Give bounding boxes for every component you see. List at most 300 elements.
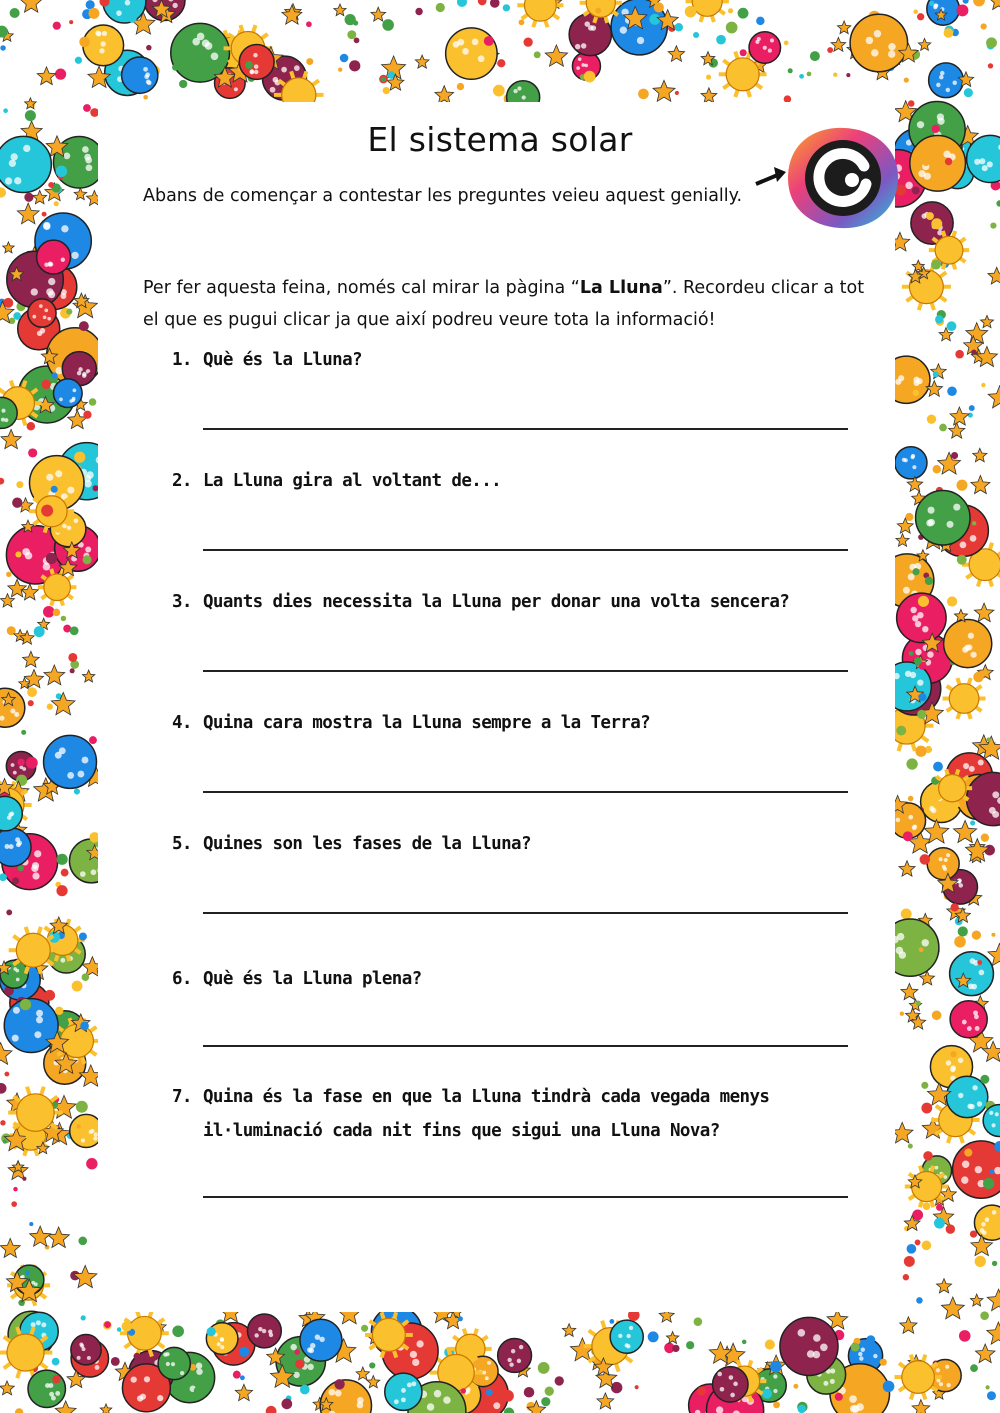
planet-spot xyxy=(13,771,17,775)
sun-ray xyxy=(382,1312,384,1319)
confetti-dot xyxy=(17,759,24,766)
confetti-dot xyxy=(79,932,87,940)
question-text: Què és la Lluna plena? xyxy=(203,969,422,989)
confetti-dot xyxy=(833,73,837,77)
sun-ray xyxy=(90,1051,96,1055)
confetti-dot xyxy=(654,2,664,12)
confetti-dot xyxy=(24,193,33,202)
answer-line-2[interactable] xyxy=(203,549,848,551)
confetti-dot xyxy=(57,854,68,865)
sun-ray xyxy=(907,297,913,301)
planet-spot xyxy=(962,1020,967,1025)
sun-ray xyxy=(912,743,915,751)
answer-line-5[interactable] xyxy=(203,912,848,914)
confetti-dot xyxy=(931,260,941,270)
confetti-dot xyxy=(986,37,997,48)
planet-spot xyxy=(813,1351,821,1359)
planet-icon xyxy=(53,379,82,408)
confetti-dot xyxy=(75,57,82,64)
sun-ray xyxy=(304,71,306,78)
planet-spot xyxy=(910,607,916,613)
confetti-dot xyxy=(975,1256,986,1267)
planet-spot xyxy=(434,1390,442,1398)
planet-spot xyxy=(509,1363,513,1367)
planet-spot xyxy=(44,309,48,313)
confetti-dot xyxy=(972,521,976,525)
planet-spot xyxy=(25,552,33,560)
sun-ray xyxy=(150,1349,152,1356)
sun-ray xyxy=(594,17,596,23)
planet-spot xyxy=(830,1369,835,1374)
confetti-dot xyxy=(134,1353,141,1360)
planet-spot xyxy=(32,872,39,879)
confetti-dot xyxy=(584,71,596,83)
planet-spot xyxy=(22,767,26,771)
star-icon xyxy=(973,448,987,462)
confetti-dot xyxy=(912,187,920,195)
confetti-dot xyxy=(738,8,749,19)
star-icon xyxy=(668,46,684,62)
planet-spot xyxy=(961,1176,968,1183)
question-7 xyxy=(172,1080,872,1148)
confetti-dot xyxy=(172,64,179,71)
sun-ray xyxy=(125,1343,131,1347)
confetti-dot xyxy=(381,77,387,83)
planet-spot xyxy=(627,1334,631,1338)
sun-ray xyxy=(960,258,965,262)
confetti-dot xyxy=(968,413,973,418)
confetti-dot xyxy=(69,20,73,24)
sun-ray xyxy=(990,543,992,550)
planet-spot xyxy=(964,645,970,651)
confetti-dot xyxy=(969,405,975,411)
planet-spot xyxy=(975,1166,982,1173)
planet-spot xyxy=(969,766,975,772)
planet-spot xyxy=(319,1337,324,1342)
confetti-dot xyxy=(457,83,464,90)
sun-ray xyxy=(701,16,703,22)
sun-ray xyxy=(17,1370,20,1378)
star-icon xyxy=(48,1227,70,1248)
confetti-dot xyxy=(538,1362,550,1374)
confetti-dot xyxy=(609,1319,614,1324)
planet-spot xyxy=(899,951,906,958)
planet-icon xyxy=(916,491,970,545)
confetti-dot xyxy=(146,45,151,50)
question-text-line2: il·luminació cada nit fins que sigui una Lluna Nova? xyxy=(203,1121,720,1141)
confetti-dot xyxy=(519,19,525,25)
instructions-part2: ”. Recordeu clicar a tot el que es pugui clicar ja que així podreu veure tota la informació! xyxy=(143,278,865,330)
confetti-dot xyxy=(901,909,912,920)
confetti-dot xyxy=(798,1405,806,1413)
planet-spot xyxy=(180,1371,184,1375)
confetti-dot xyxy=(925,577,933,585)
confetti-dot xyxy=(980,1311,989,1320)
confetti-dot xyxy=(910,360,922,372)
confetti-dot xyxy=(992,1261,997,1266)
sun-ray xyxy=(240,25,242,32)
sun-ray xyxy=(39,927,41,934)
sun-icon xyxy=(935,236,963,264)
confetti-dot xyxy=(497,59,505,67)
planet-spot xyxy=(48,262,52,266)
confetti-dot xyxy=(48,182,54,188)
planet-spot xyxy=(768,49,772,53)
question-3 xyxy=(172,585,872,619)
sun-ray xyxy=(475,1329,477,1335)
planet-spot xyxy=(945,1365,949,1369)
confetti-dot xyxy=(846,73,850,77)
planet-spot xyxy=(269,1333,273,1337)
planet-spot xyxy=(927,651,933,657)
sun-ray xyxy=(976,686,981,690)
confetti-dot xyxy=(915,1239,921,1245)
sun-ray xyxy=(4,1363,11,1368)
confetti-dot xyxy=(504,1408,514,1413)
planet-spot xyxy=(755,40,759,44)
sun-ray xyxy=(966,574,972,578)
confetti-dot xyxy=(51,486,58,493)
star-icon xyxy=(937,1279,952,1293)
sun-ray xyxy=(61,600,63,606)
sun-ray xyxy=(27,1087,30,1095)
confetti-dot xyxy=(534,51,541,58)
planet-icon xyxy=(983,1105,1000,1137)
star-icon xyxy=(356,1367,369,1380)
planet-spot xyxy=(14,712,19,717)
confetti-dot xyxy=(74,452,85,463)
confetti-dot xyxy=(916,1297,923,1304)
confetti-dot xyxy=(294,1349,300,1355)
confetti-dot xyxy=(56,166,67,177)
planet-spot xyxy=(874,30,881,37)
planet-spot xyxy=(67,772,74,779)
confetti-dot xyxy=(523,38,532,47)
planet-spot xyxy=(912,615,918,621)
planet-spot xyxy=(166,1362,170,1366)
sun-ray xyxy=(899,1363,905,1367)
confetti-dot xyxy=(13,312,21,320)
confetti-dot xyxy=(55,1007,63,1015)
confetti-dot xyxy=(347,30,356,39)
confetti-dot xyxy=(728,8,733,13)
confetti-dot xyxy=(793,1384,798,1389)
planet-spot xyxy=(73,389,77,393)
planet-spot xyxy=(307,1347,312,1352)
confetti-dot xyxy=(53,609,60,616)
planet-spot xyxy=(34,1031,41,1038)
planet-spot xyxy=(978,759,984,765)
planet-spot xyxy=(1,409,5,413)
confetti-dot xyxy=(555,1376,564,1385)
star-icon xyxy=(899,861,915,877)
confetti-dot xyxy=(935,315,943,323)
star-icon xyxy=(971,476,990,494)
sun-ray xyxy=(940,297,946,301)
planet-spot xyxy=(357,1402,364,1409)
planet-icon xyxy=(71,1335,101,1365)
confetti-dot xyxy=(338,67,342,71)
planet-spot xyxy=(15,969,19,973)
confetti-dot xyxy=(26,757,38,769)
sun-ray xyxy=(75,927,81,931)
sun-ray xyxy=(23,381,25,388)
planet-spot xyxy=(896,818,901,823)
confetti-dot xyxy=(66,309,72,315)
confetti-dot xyxy=(946,1224,955,1233)
star-icon xyxy=(666,1332,678,1344)
question-number: 3. xyxy=(172,592,192,612)
sun-icon xyxy=(692,0,722,16)
confetti-dot xyxy=(460,1388,465,1393)
sun-ray xyxy=(41,1087,44,1095)
confetti-dot xyxy=(939,424,947,432)
planet-spot xyxy=(905,671,911,677)
planet-spot xyxy=(55,1391,60,1396)
star-icon xyxy=(570,1338,594,1361)
confetti-dot xyxy=(436,3,445,12)
question-number: 7. xyxy=(172,1087,192,1107)
confetti-dot xyxy=(762,1389,772,1399)
sun-ray xyxy=(946,769,948,775)
confetti-dot xyxy=(51,372,57,378)
question-text: La Lluna gira al voltant de... xyxy=(203,471,502,491)
answer-line-7[interactable] xyxy=(203,1196,848,1198)
confetti-dot xyxy=(47,704,53,710)
confetti-dot xyxy=(756,17,764,25)
confetti-dot xyxy=(18,865,24,871)
sun-icon xyxy=(726,58,759,91)
sun-ray xyxy=(42,595,47,599)
planet-spot xyxy=(871,49,878,56)
planet-spot xyxy=(969,1104,974,1109)
planet-icon xyxy=(498,1339,532,1373)
question-6 xyxy=(172,962,872,996)
confetti-dot xyxy=(79,37,90,48)
sun-ray xyxy=(67,955,69,962)
planet-spot xyxy=(5,844,10,849)
planet-spot xyxy=(928,507,935,514)
sun-ray xyxy=(909,1174,914,1178)
planet-spot xyxy=(294,65,300,71)
planet-spot xyxy=(581,63,585,67)
confetti-dot xyxy=(83,411,91,419)
sun-ray xyxy=(69,1018,71,1025)
confetti-dot xyxy=(0,187,6,197)
planet-spot xyxy=(922,939,929,946)
planet-spot xyxy=(820,1344,828,1352)
confetti-dot xyxy=(21,730,26,735)
confetti-dot xyxy=(415,8,422,15)
planet-spot xyxy=(46,474,53,481)
confetti-dot xyxy=(76,1124,80,1128)
confetti-dot xyxy=(921,1082,928,1089)
planet-spot xyxy=(992,811,999,818)
planet-spot xyxy=(411,1381,416,1386)
star-icon xyxy=(0,1238,20,1257)
confetti-dot xyxy=(903,1274,909,1280)
confetti-dot xyxy=(239,1347,249,1357)
confetti-dot xyxy=(3,108,8,113)
confetti-dot xyxy=(88,8,99,19)
planet-spot xyxy=(944,858,948,862)
question-number: 4. xyxy=(172,713,192,733)
star-icon xyxy=(44,665,65,685)
planet-spot xyxy=(31,1322,36,1327)
planet-spot xyxy=(407,1383,412,1388)
planet-spot xyxy=(196,1363,203,1370)
sun-ray xyxy=(31,1327,34,1335)
question-number: 2. xyxy=(172,471,192,491)
sun-ray xyxy=(90,1027,96,1031)
sun-ray xyxy=(11,1294,16,1298)
planet-spot xyxy=(493,1402,500,1409)
confetti-dot xyxy=(89,398,97,406)
planet-spot xyxy=(416,1340,423,1347)
star-icon xyxy=(100,1404,112,1413)
sun-icon xyxy=(17,1094,55,1132)
confetti-dot xyxy=(913,9,917,13)
sun-ray xyxy=(313,80,319,85)
star-icon xyxy=(0,1043,12,1065)
genially-logo-icon[interactable] xyxy=(748,122,904,232)
confetti-dot xyxy=(545,1387,554,1396)
sun-ray xyxy=(723,84,729,88)
planet-spot xyxy=(192,38,200,46)
planet-spot xyxy=(507,1358,511,1362)
sun-ray xyxy=(35,1149,37,1155)
star-icon xyxy=(974,603,994,622)
confetti-dot xyxy=(927,415,936,424)
planet-spot xyxy=(262,1329,266,1333)
planet-icon xyxy=(28,299,56,327)
sun-ray xyxy=(602,1321,605,1329)
confetti-dot xyxy=(117,1327,122,1332)
planet-spot xyxy=(4,418,8,422)
confetti-dot xyxy=(906,758,917,769)
confetti-dot xyxy=(76,1101,88,1113)
confetti-dot xyxy=(784,41,789,46)
sun-ray xyxy=(158,1343,164,1347)
confetti-dot xyxy=(981,383,985,387)
planet-spot xyxy=(912,826,917,831)
star-icon xyxy=(988,386,1000,408)
planet-spot xyxy=(10,812,14,816)
planet-spot xyxy=(11,763,15,767)
planet-spot xyxy=(960,541,967,548)
sun-ray xyxy=(923,1393,925,1400)
sun-ray xyxy=(40,1363,47,1368)
planet-spot xyxy=(116,10,122,16)
sun-icon xyxy=(7,1334,44,1371)
planet-spot xyxy=(41,1322,46,1327)
confetti-dot xyxy=(83,104,91,112)
planet-spot xyxy=(443,1396,451,1404)
confetti-dot xyxy=(740,49,747,56)
sun-ray xyxy=(953,263,955,269)
sun-ray xyxy=(748,90,750,97)
planet-spot xyxy=(462,48,469,55)
planet-spot xyxy=(873,1354,877,1358)
planet-spot xyxy=(329,1389,336,1396)
answer-line-6[interactable] xyxy=(203,1045,848,1047)
sun-ray xyxy=(23,419,25,426)
planet-spot xyxy=(946,853,950,857)
confetti-dot xyxy=(340,54,349,63)
sun-ray xyxy=(33,520,39,524)
confetti-dot xyxy=(27,687,37,697)
confetti-dot xyxy=(799,74,804,79)
planet-spot xyxy=(196,1368,203,1375)
confetti-dot xyxy=(122,1321,132,1331)
confetti-dot xyxy=(923,1151,933,1161)
sun-ray xyxy=(394,1312,396,1319)
planet-spot xyxy=(858,1352,862,1356)
confetti-dot xyxy=(963,0,969,4)
confetti-dot xyxy=(972,930,981,939)
planet-spot xyxy=(992,1210,997,1215)
sun-ray xyxy=(45,526,47,533)
sun-ray xyxy=(899,1387,905,1391)
star-icon xyxy=(545,45,567,66)
sun-icon xyxy=(16,933,50,967)
planet-spot xyxy=(293,1372,299,1378)
confetti-dot xyxy=(42,380,51,389)
planet-spot xyxy=(254,70,259,75)
star-icon xyxy=(918,38,931,50)
planet-spot xyxy=(963,763,969,769)
planet-spot xyxy=(37,331,42,336)
confetti-dot xyxy=(541,1397,550,1406)
planet-spot xyxy=(733,1382,738,1387)
answer-line-4[interactable] xyxy=(203,791,848,793)
confetti-dot xyxy=(52,1358,60,1366)
star-icon xyxy=(896,534,909,547)
star-icon xyxy=(3,242,15,253)
answer-line-3[interactable] xyxy=(203,670,848,672)
planet-spot xyxy=(43,315,47,319)
confetti-dot xyxy=(810,51,820,61)
confetti-dot xyxy=(300,1385,310,1395)
planet-icon xyxy=(895,447,927,479)
sun-ray xyxy=(462,1347,465,1355)
planet-spot xyxy=(93,1136,97,1140)
planet-spot xyxy=(82,1347,86,1351)
planet-spot xyxy=(968,983,974,989)
confetti-dot xyxy=(983,1178,994,1189)
planet-spot xyxy=(91,869,97,875)
planet-spot xyxy=(87,1356,91,1360)
sun-ray xyxy=(625,1357,632,1362)
confetti-dot xyxy=(179,80,187,88)
planet-spot xyxy=(131,1377,137,1383)
planet-icon xyxy=(927,848,959,880)
planet-spot xyxy=(947,1383,951,1387)
confetti-dot xyxy=(973,0,985,6)
planet-icon xyxy=(28,1370,65,1407)
sun-ray xyxy=(920,1166,922,1172)
sun-ray xyxy=(17,1327,20,1335)
planet-spot xyxy=(904,458,908,462)
answer-line-1[interactable] xyxy=(203,428,848,430)
planet-spot xyxy=(946,1060,951,1065)
planet-spot xyxy=(307,1364,313,1370)
planet-spot xyxy=(220,1337,224,1341)
star-icon xyxy=(282,5,302,24)
sun-ray xyxy=(82,1057,84,1064)
planet-spot xyxy=(970,652,976,658)
planet-spot xyxy=(16,842,21,847)
